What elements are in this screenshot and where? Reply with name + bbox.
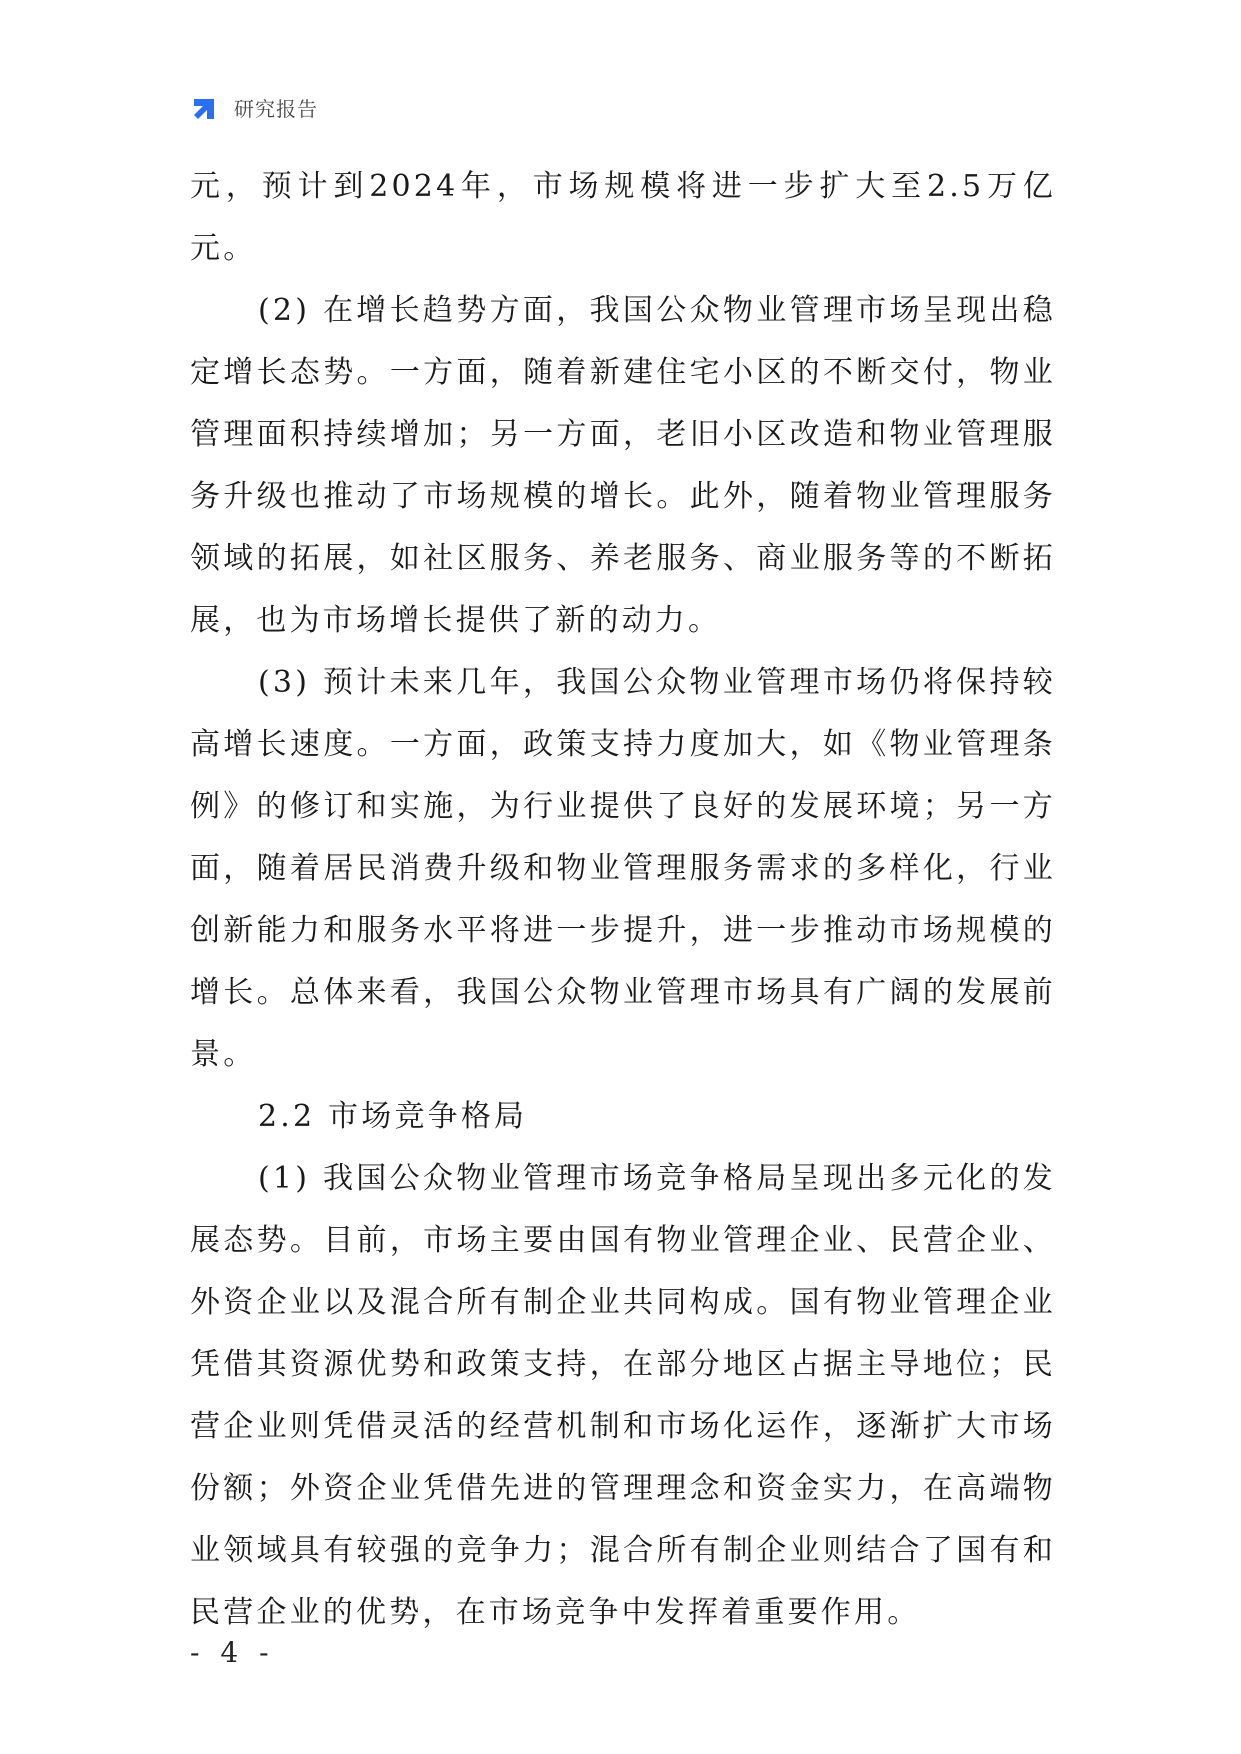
paragraph-continued: 元，预计到2024年，市场规模将进一步扩大至2.5万亿元。	[190, 169, 1056, 266]
page-number: - 4 -	[190, 1636, 275, 1669]
document-body	[190, 156, 1056, 1644]
page-header	[190, 90, 318, 124]
header-title: 研究报告	[234, 96, 318, 121]
paragraph-competition: (1) 我国公众物业管理市场竞争格局呈现出多元化的发展态势。目前，市场主要由国有物业管理企业、民营企业、外资企业以及混合所有制企业共同构成。国有物业管理企业凭借其资源优势和政策支持，在部分地区占据主导地位；民营企业则凭借灵活的经营机制和市场化运作，逐渐扩大市场份额；外资企业凭借先进的管理理念和资金实力，在高端物业领域具有较强的竞争力；混合所有制企业则结合了国有和民营企业的优势，在市场竞争中发挥着重要作用。	[190, 1161, 1056, 1630]
paragraph-growth-trend: (2) 在增长趋势方面，我国公众物业管理市场呈现出稳定增长态势。一方面，随着新建住宅小区的不断交付，物业管理面积持续增加；另一方面，老旧小区改造和物业管理服务升级也推动了市场规模的增长。此外，随着物业管理服务领域的拓展，如社区服务、养老服务、商业服务等的不断拓展，也为市场增长提供了新的动力。	[190, 293, 1056, 638]
paragraph-forecast: (3) 预计未来几年，我国公众物业管理市场仍将保持较高增长速度。一方面，政策支持力度加大，如《物业管理条例》的修订和实施，为行业提供了良好的发展环境；另一方面，随着居民消费升级和物业管理服务需求的多样化，行业创新能力和服务水平将进一步提升，进一步推动市场规模的增长。总体来看，我国公众物业管理市场具有广阔的发展前景。	[190, 665, 1056, 1072]
section-heading: 2.2 市场竞争格局	[258, 1099, 528, 1134]
arrow-up-right-icon	[190, 91, 222, 123]
